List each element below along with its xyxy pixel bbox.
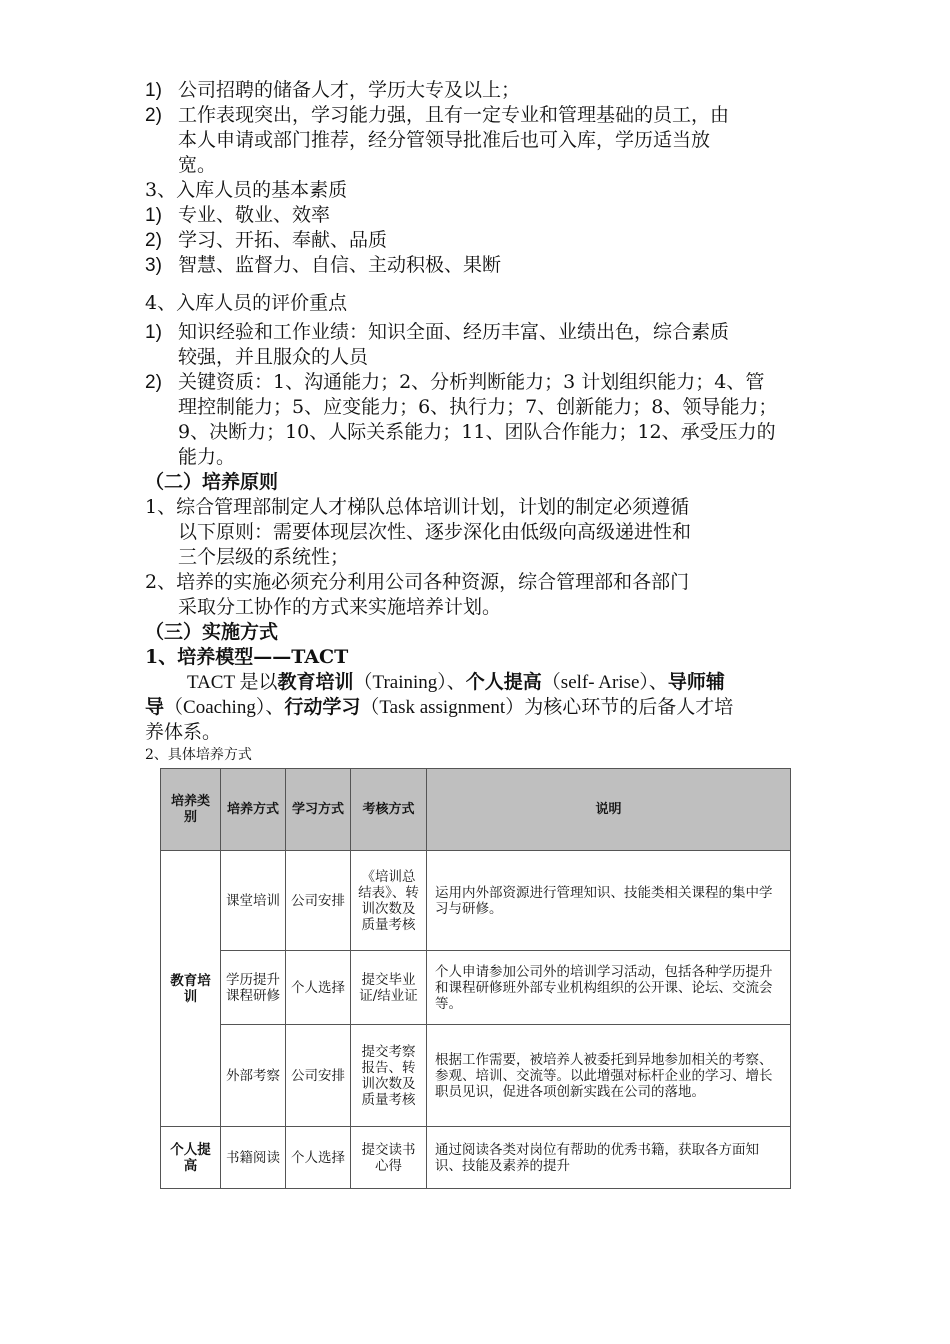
header-cell: 培养类别	[161, 769, 221, 851]
method-cell: 学历提升课程研修	[221, 951, 286, 1025]
list-number: 3)	[145, 255, 162, 276]
heading-model: 1、培养模型——TACT	[145, 646, 349, 668]
table-row	[161, 951, 791, 1025]
list-number: 2)	[145, 230, 162, 251]
description-cell: 个人申请参加公司外的培训学习活动，包括各种学历提升和课程研修班外部专业机构组织的公开课、论坛、交流会等。	[427, 951, 791, 1025]
tact-text: （self- Arise）、	[541, 672, 668, 693]
training-methods-table	[160, 768, 791, 1189]
assessment-cell: 《培训总结表》、转训次数及质量考核	[351, 851, 427, 951]
list-text: 工作表现突出，学习能力强，且有一定专业和管理基础的员工，由	[178, 104, 730, 126]
table-row	[161, 851, 791, 951]
table-row	[161, 1127, 791, 1189]
tact-paragraph-line: 养体系。	[145, 721, 222, 743]
method-cell: 书籍阅读	[221, 1127, 286, 1189]
tact-text: （Coaching）、	[164, 697, 285, 718]
list-text: 学习、开拓、奉献、品质	[178, 229, 388, 251]
tact-paragraph-line	[145, 695, 733, 720]
list-text: 关键资质：1、沟通能力；2、分析判断能力；3 计划组织能力；4、管	[178, 371, 765, 393]
tact-bold: 导	[145, 696, 165, 718]
list-text: 9、决断力；10、人际关系能力；11、团队合作能力；12、承受压力的	[178, 421, 776, 443]
header-cell: 学习方式	[286, 769, 351, 851]
description-cell: 通过阅读各类对岗位有帮助的优秀书籍，获取各方面知识、技能及素养的提升	[427, 1127, 791, 1189]
tact-paragraph-line	[187, 670, 725, 695]
list-text: 宽。	[178, 154, 217, 176]
table-header-row	[161, 769, 791, 851]
principle-line: 三个层级的系统性；	[178, 546, 350, 568]
learning-cell: 个人选择	[286, 951, 351, 1025]
header-cell: 考核方式	[351, 769, 427, 851]
list-text: 能力。	[178, 446, 236, 468]
list-number: 1)	[145, 322, 162, 343]
tact-bold: 导师辅	[667, 671, 725, 693]
list-text: 理控制能力；5、应变能力；6、执行力；7、创新能力；8、领导能力；	[178, 396, 778, 418]
description-cell: 运用内外部资源进行管理知识、技能类相关课程的集中学习与研修。	[427, 851, 791, 951]
method-cell: 课堂培训	[221, 851, 286, 951]
principle-line: 2、培养的实施必须充分利用公司各种资源，综合管理部和各部门	[145, 571, 690, 593]
list-number: 2)	[145, 372, 162, 393]
heading-implementation: （三）实施方式	[145, 621, 279, 643]
assessment-cell: 提交毕业证/结业证	[351, 951, 427, 1025]
section-title: 4、入库人员的评价重点	[145, 292, 348, 314]
learning-cell: 公司安排	[286, 1025, 351, 1127]
list-text: 知识经验和工作业绩：知识全面、经历丰富、业绩出色，综合素质	[178, 321, 730, 343]
tact-text: （Task assignment）为核心环节的后备人才培	[360, 697, 734, 718]
tact-text: （Training）、	[353, 672, 466, 693]
table-row	[161, 1025, 791, 1127]
tact-bold: 行动学习	[284, 696, 361, 718]
learning-cell: 个人选择	[286, 1127, 351, 1189]
category-cell: 个人提高	[161, 1127, 221, 1189]
list-number: 1)	[145, 80, 162, 101]
tact-text: TACT 是以	[187, 672, 278, 693]
header-cell: 说明	[427, 769, 791, 851]
principle-line: 采取分工协作的方式来实施培养计划。	[178, 596, 502, 618]
list-text: 较强，并且服众的人员	[178, 346, 369, 368]
list-number: 1)	[145, 205, 162, 226]
description-cell: 根据工作需要，被培养人被委托到异地参加相关的考察、参观、培训、交流等。以此增强对标杆企业的学习、增长职员见识，促进各项创新实践在公司的落地。	[427, 1025, 791, 1127]
heading-principles: （二）培养原则	[145, 471, 279, 493]
list-text: 本人申请或部门推荐，经分管领导批准后也可入库，学历适当放	[178, 129, 711, 151]
tact-bold: 个人提高	[465, 671, 542, 693]
header-cell: 培养方式	[221, 769, 286, 851]
assessment-cell: 提交考察报告、转训次数及质量考核	[351, 1025, 427, 1127]
tact-bold: 教育培训	[277, 671, 354, 693]
principle-line: 以下原则：需要体现层次性、逐步深化由低级向高级递进性和	[178, 521, 692, 543]
assessment-cell: 提交读书心得	[351, 1127, 427, 1189]
list-number: 2)	[145, 105, 162, 126]
method-cell: 外部考察	[221, 1025, 286, 1127]
category-cell: 教育培训	[161, 851, 221, 1127]
principle-line: 1、综合管理部制定人才梯队总体培训计划，计划的制定必须遵循	[145, 496, 690, 518]
list-text: 专业、敬业、效率	[178, 204, 331, 226]
table-caption: 2、具体培养方式	[145, 747, 252, 763]
list-text: 公司招聘的储备人才，学历大专及以上；	[178, 79, 521, 101]
learning-cell: 公司安排	[286, 851, 351, 951]
section-title: 3、入库人员的基本素质	[145, 179, 348, 201]
list-text: 智慧、监督力、自信、主动积极、果断	[178, 254, 502, 276]
